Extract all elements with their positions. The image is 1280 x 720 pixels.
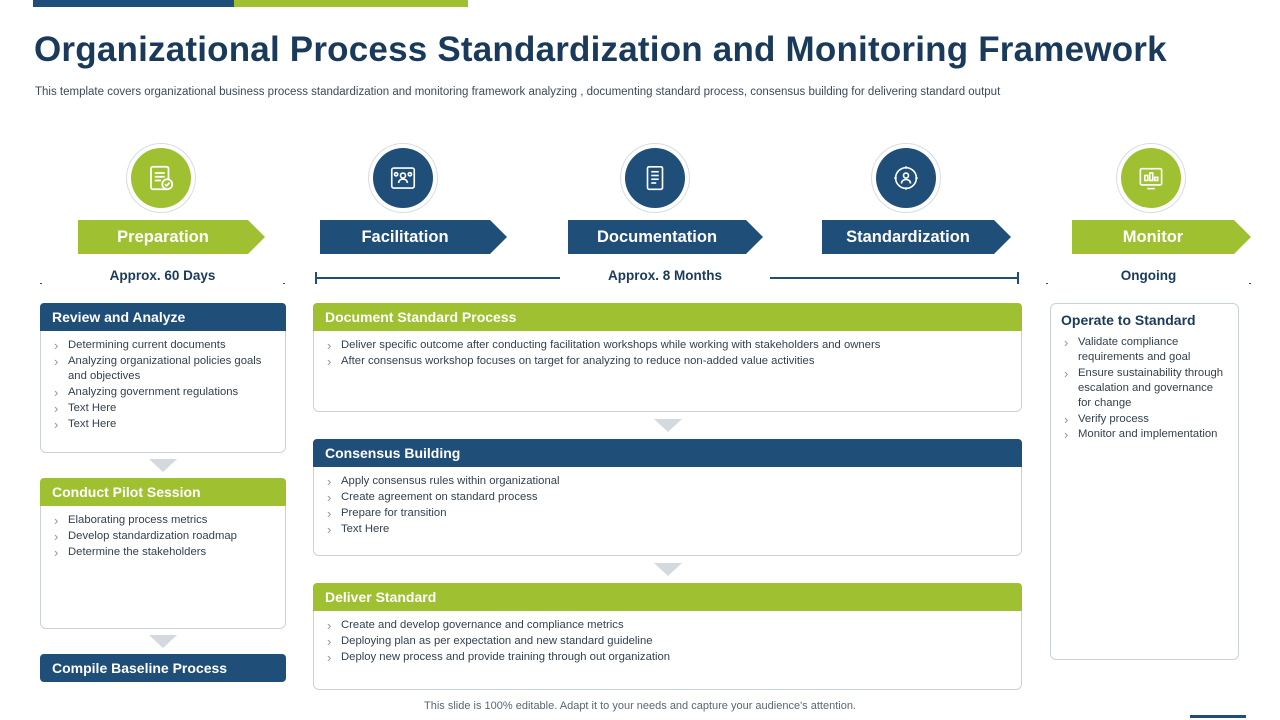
phase-label-chevron bbox=[320, 220, 490, 254]
phase-icon-wrap bbox=[625, 148, 689, 212]
phase-preparation[interactable] bbox=[78, 148, 248, 254]
list-item: › Deliver specific outcome after conducting facilitation workshops while working with stakeholders and owners bbox=[324, 338, 1011, 353]
card-title: Consensus Building bbox=[313, 439, 1022, 467]
card-conduct-pilot-session[interactable] bbox=[40, 478, 286, 629]
monitor-chart-icon bbox=[1121, 148, 1181, 208]
card-consensus-building[interactable] bbox=[313, 439, 1022, 556]
top-accent-bar bbox=[0, 0, 1280, 7]
page-subtitle: This template covers organizational business process standardization and monitoring framework analyzing , documenting standard process, consensus building for delivering standard output bbox=[35, 86, 1001, 98]
list-item: › Verify process bbox=[1061, 412, 1228, 427]
list-item: › Deploy new process and provide training through out organization bbox=[324, 650, 1011, 665]
list-item: › Text Here bbox=[324, 522, 1011, 537]
flow-arrow-down bbox=[654, 419, 682, 432]
phase-label: Facilitation bbox=[361, 227, 449, 246]
list-item: › Determining current documents bbox=[51, 338, 275, 353]
phase-label: Monitor bbox=[1122, 227, 1184, 246]
card-item-list bbox=[324, 338, 1011, 369]
flow-arrow-down bbox=[149, 635, 177, 648]
card-item-list bbox=[51, 338, 275, 431]
flow-arrow-down bbox=[149, 459, 177, 472]
list-item: › Text Here bbox=[51, 401, 275, 416]
card-title: Review and Analyze bbox=[40, 303, 286, 331]
bottom-accent-line bbox=[1190, 715, 1246, 718]
page-title: Organizational Process Standardization and Monitoring Framework bbox=[34, 30, 1167, 69]
card-compile-baseline-process[interactable] bbox=[40, 654, 286, 682]
list-item: › Monitor and implementation bbox=[1061, 427, 1228, 442]
card-body bbox=[40, 506, 286, 629]
list-item: › Validate compliance requirements and goal bbox=[1061, 335, 1228, 365]
phase-label: Preparation bbox=[117, 227, 209, 246]
card-item-list bbox=[51, 513, 275, 560]
phase-standardization[interactable] bbox=[822, 148, 994, 254]
list-item: › Deploying plan as per expectation and new standard guideline bbox=[324, 634, 1011, 649]
footer-note: This slide is 100% editable. Adapt it to your needs and capture your audience's attention. bbox=[424, 700, 856, 712]
top-accent-segment-blue bbox=[33, 0, 234, 7]
left-column bbox=[40, 303, 286, 682]
list-item: › Apply consensus rules within organizational bbox=[324, 474, 1011, 489]
people-group-icon bbox=[373, 148, 433, 208]
card-review-and-analyze[interactable] bbox=[40, 303, 286, 453]
person-gear-icon bbox=[876, 148, 936, 208]
card-deliver-standard[interactable] bbox=[313, 583, 1022, 690]
phase-label: Standardization bbox=[846, 227, 970, 246]
card-title: Document Standard Process bbox=[313, 303, 1022, 331]
list-item: › Analyzing organizational policies goals and objectives bbox=[51, 354, 275, 384]
flow-arrow-down bbox=[654, 563, 682, 576]
card-title: Compile Baseline Process bbox=[40, 654, 286, 682]
duration-label-left: Approx. 60 Days bbox=[40, 268, 285, 283]
list-item: › Ensure sustainability through escalation and governance for change bbox=[1061, 366, 1228, 411]
list-item: › Text Here bbox=[51, 417, 275, 432]
card-item-list bbox=[324, 474, 1011, 537]
rule-cap-left bbox=[315, 272, 317, 284]
phase-label-chevron bbox=[822, 220, 994, 254]
phase-facilitation[interactable] bbox=[320, 148, 490, 254]
top-accent-segment-green bbox=[234, 0, 468, 7]
list-item: › Prepare for transition bbox=[324, 506, 1011, 521]
card-title: Conduct Pilot Session bbox=[40, 478, 286, 506]
card-body bbox=[40, 331, 286, 453]
phase-monitor[interactable] bbox=[1072, 148, 1234, 254]
duration-label-right: Ongoing bbox=[1046, 268, 1251, 283]
card-body bbox=[313, 611, 1022, 690]
phase-label-chevron bbox=[78, 220, 248, 254]
card-operate-to-standard[interactable] bbox=[1050, 303, 1239, 660]
duration-label-center: Approx. 8 Months bbox=[560, 268, 770, 283]
phase-icon-wrap bbox=[131, 148, 195, 212]
list-item: › After consensus workshop focuses on target for analyzing to reduce non-added value activities bbox=[324, 354, 1011, 369]
card-body bbox=[313, 467, 1022, 556]
card-title: Operate to Standard bbox=[1061, 312, 1196, 328]
phase-icon-wrap bbox=[876, 148, 940, 212]
phase-icon-wrap bbox=[1121, 148, 1185, 212]
document-checklist-icon bbox=[131, 148, 191, 208]
list-item: › Create and develop governance and compliance metrics bbox=[324, 618, 1011, 633]
list-item: › Determine the stakeholders bbox=[51, 545, 275, 560]
rule-cap-right bbox=[1017, 272, 1019, 284]
center-column bbox=[313, 303, 1022, 690]
card-item-list bbox=[324, 618, 1011, 665]
list-item: › Analyzing government regulations bbox=[51, 385, 275, 400]
phase-label: Documentation bbox=[596, 227, 718, 246]
card-document-standard-process[interactable] bbox=[313, 303, 1022, 412]
list-item: › Elaborating process metrics bbox=[51, 513, 275, 528]
card-item-list bbox=[1061, 335, 1228, 442]
phase-label-chevron bbox=[1072, 220, 1234, 254]
list-item: › Create agreement on standard process bbox=[324, 490, 1011, 505]
phase-documentation[interactable] bbox=[568, 148, 746, 254]
card-title: Deliver Standard bbox=[313, 583, 1022, 611]
card-body bbox=[313, 331, 1022, 412]
document-lines-icon bbox=[625, 148, 685, 208]
list-item: › Develop standardization roadmap bbox=[51, 529, 275, 544]
phase-icon-wrap bbox=[373, 148, 437, 212]
phase-label-chevron bbox=[568, 220, 746, 254]
